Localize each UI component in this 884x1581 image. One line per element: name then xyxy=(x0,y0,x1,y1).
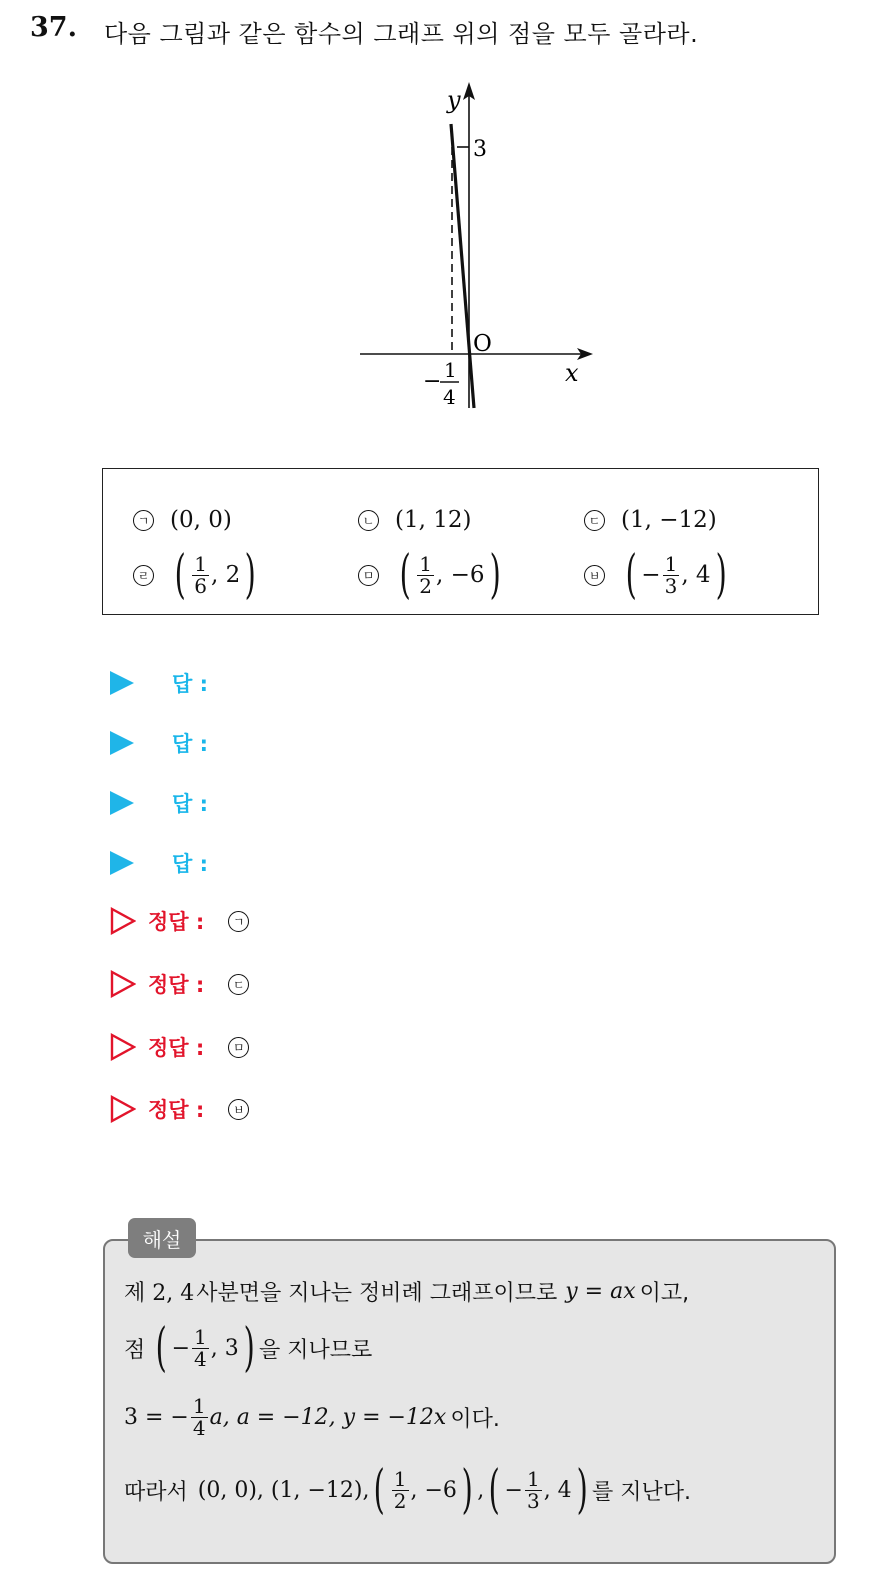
correct-mark: ㄷ xyxy=(228,974,249,995)
correct-answer-1 xyxy=(110,906,265,936)
exp-l4-pre: 따라서 xyxy=(124,1479,188,1505)
y-axis-label: y xyxy=(447,86,461,114)
denominator: 4 xyxy=(192,1416,206,1440)
question-text: 다음 그림과 같은 함수의 그래프 위의 점을 모두 골라라. xyxy=(104,20,699,48)
numerator: 1 xyxy=(664,551,678,576)
choice-1 xyxy=(133,507,232,533)
denominator: 2 xyxy=(419,573,433,598)
play-triangle-icon xyxy=(110,671,134,695)
exp-l3-b: a, a = −12, y = −12x xyxy=(209,1405,447,1430)
left-paren: ( xyxy=(399,545,411,605)
exp-l1-pre: 제 2, 4 xyxy=(124,1281,195,1306)
choice-rest-6: , 4 xyxy=(681,562,711,588)
correct-label: 정답 : xyxy=(148,910,205,934)
choice-value-1: (0, 0) xyxy=(170,507,232,533)
choice-2 xyxy=(358,507,471,533)
correct-label: 정답 : xyxy=(148,973,205,997)
answer-line-1[interactable] xyxy=(110,668,208,698)
explanation-line-1 xyxy=(124,1276,689,1307)
fraction xyxy=(192,551,209,598)
correct-mark: ㅂ xyxy=(228,1099,249,1120)
right-paren: ) xyxy=(461,1460,473,1520)
exp-l3-a: 3 = − xyxy=(124,1405,189,1430)
correct-label: 정답 : xyxy=(148,1036,205,1060)
explanation-line-2 xyxy=(124,1318,373,1378)
right-paren: ) xyxy=(715,545,727,605)
x-tick-denominator: 4 xyxy=(443,385,456,409)
exp-l2-sign: − xyxy=(171,1335,190,1361)
choice-mark-3: ㄷ xyxy=(584,510,605,531)
fraction xyxy=(392,1466,409,1513)
left-paren: ( xyxy=(374,1460,386,1520)
choice-mark-6: ㅂ xyxy=(584,565,605,586)
left-paren: ( xyxy=(174,545,186,605)
origin-label: O xyxy=(473,331,492,357)
left-paren: ( xyxy=(488,1460,500,1520)
numerator: 1 xyxy=(194,551,208,576)
numerator: 1 xyxy=(194,1324,207,1349)
exp-l4-f2-rest: , 4 xyxy=(543,1477,572,1503)
correct-answer-4 xyxy=(110,1094,265,1124)
fraction xyxy=(191,1396,208,1439)
correct-mark: ㄱ xyxy=(228,911,249,932)
choice-3 xyxy=(584,507,717,533)
exp-l1-ko: 사분면을 지나는 정비례 그래프이므로 xyxy=(196,1281,558,1306)
correct-answer-3 xyxy=(110,1032,265,1062)
exp-l4-f1-rest: , −6 xyxy=(410,1477,457,1503)
x-tick-sign: − xyxy=(423,369,442,394)
answer-line-3[interactable] xyxy=(110,788,208,818)
choice-sign-6: − xyxy=(641,562,661,588)
exp-l4-math: (0, 0), (1, −12), xyxy=(197,1477,370,1503)
fraction xyxy=(525,1466,542,1513)
play-triangle-icon xyxy=(110,851,134,875)
outline-triangle-icon xyxy=(110,907,136,935)
y-tick-label: 3 xyxy=(473,137,487,162)
right-paren: ) xyxy=(489,545,501,605)
answer-label: 답 : xyxy=(172,672,208,696)
exp-l2-rest: , 3 xyxy=(210,1335,239,1361)
explanation-line-4 xyxy=(124,1460,691,1520)
exp-l4-post: 를 지난다. xyxy=(591,1479,691,1505)
right-paren: ) xyxy=(244,545,257,605)
choice-mark-4: ㄹ xyxy=(133,565,154,586)
answer-label: 답 : xyxy=(172,852,208,876)
outline-triangle-icon xyxy=(110,1033,136,1061)
x-axis-label: x xyxy=(565,359,579,387)
correct-mark: ㅁ xyxy=(228,1037,249,1058)
choice-mark-2: ㄴ xyxy=(358,510,379,531)
fraction xyxy=(192,1324,209,1371)
explanation-line-3 xyxy=(124,1396,500,1439)
answer-line-2[interactable] xyxy=(110,728,208,758)
function-graph xyxy=(355,78,605,418)
denominator: 2 xyxy=(393,1488,407,1513)
exp-l2-pre: 점 xyxy=(124,1337,146,1363)
comma: , xyxy=(477,1477,485,1503)
correct-answer-2 xyxy=(110,969,265,999)
exp-l3-post: 이다. xyxy=(450,1407,500,1432)
choice-4 xyxy=(133,545,261,605)
choice-rest-4: , 2 xyxy=(211,562,241,588)
choice-value-2: (1, 12) xyxy=(395,507,472,533)
answer-label: 답 : xyxy=(172,792,208,816)
explanation-tag: 해설 xyxy=(128,1218,196,1258)
exp-l1-eq: y = ax xyxy=(565,1279,636,1304)
play-triangle-icon xyxy=(110,731,134,755)
fraction xyxy=(663,551,680,598)
right-paren: ) xyxy=(576,1460,588,1520)
denominator: 6 xyxy=(194,573,208,598)
denominator: 3 xyxy=(526,1488,540,1513)
fraction xyxy=(417,551,434,598)
choices-box xyxy=(102,468,819,615)
question-number: 37. xyxy=(30,12,77,43)
x-tick-numerator: 1 xyxy=(444,358,457,382)
play-triangle-icon xyxy=(110,791,134,815)
outline-triangle-icon xyxy=(110,970,136,998)
choice-5 xyxy=(358,545,505,605)
exp-l2-post: 을 지나므로 xyxy=(259,1337,373,1363)
numerator: 1 xyxy=(393,1466,407,1491)
choice-rest-5: , −6 xyxy=(436,562,485,588)
outline-triangle-icon xyxy=(110,1095,136,1123)
exp-l4-f2-sign: − xyxy=(504,1477,523,1503)
left-paren: ( xyxy=(625,545,637,605)
choice-mark-5: ㅁ xyxy=(358,565,379,586)
denominator: 3 xyxy=(664,573,678,598)
choice-value-3: (1, −12) xyxy=(621,507,717,533)
numerator: 1 xyxy=(419,551,433,576)
choice-mark-1: ㄱ xyxy=(133,510,154,531)
answer-label: 답 : xyxy=(172,732,208,756)
correct-label: 정답 : xyxy=(148,1098,205,1122)
answer-line-4[interactable] xyxy=(110,848,208,878)
right-paren: ) xyxy=(243,1318,255,1378)
choice-6 xyxy=(584,545,731,605)
exp-l1-post: 이고, xyxy=(639,1281,690,1306)
denominator: 4 xyxy=(194,1346,207,1371)
numerator: 1 xyxy=(526,1466,540,1491)
left-paren: ( xyxy=(155,1318,167,1378)
numerator: 1 xyxy=(192,1394,206,1418)
